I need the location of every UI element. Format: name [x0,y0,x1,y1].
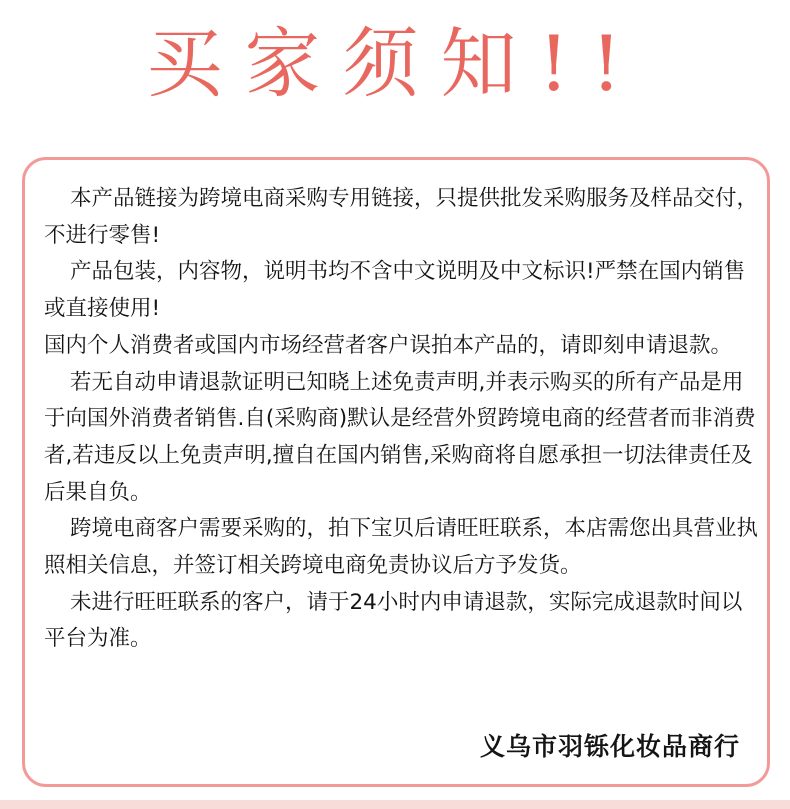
page-title: 买家须知!! [146,19,644,108]
notice-paragraph-2: 产品包装，内容物，说明书均不含中文说明及中文标识!严禁在国内销售或直接使用! [44,259,746,322]
bottom-decoration-band [0,800,790,809]
notice-paragraph-6: 未进行旺旺联系的客户，请于24小时内申请退款，实际完成退款时间以平台为准。 [44,589,743,652]
notice-paragraph-4: 若无自动申请退款证明已知晓上述免责声明,并表示购买的所有产品是用于向国外消费者销售.自(采购商)默认是经营外贸跨境电商的经营者而非消费者,若违反以上免责声明,擅自在国内销售,采购商将自愿承担一切法律责任及后果自负。 [44,369,756,505]
notice-paragraph-3: 国内个人消费者或国内市场经营者客户误拍本产品的，请即刻申请退款。 [44,332,733,358]
notice-paragraph-1: 本产品链接为跨境电商采购专用链接，只提供批发采购服务及样品交付，不进行零售! [44,186,759,248]
notice-body [44,181,759,658]
notice-paragraph-5: 跨境电商客户需要采购的，拍下宝贝后请旺旺联系，本店需您出具营业执照相关信息，并签订相关跨境电商免责协议后方予发货。 [44,516,759,579]
shop-signature: 义乌市羽铄化妆品商行 [479,732,740,761]
